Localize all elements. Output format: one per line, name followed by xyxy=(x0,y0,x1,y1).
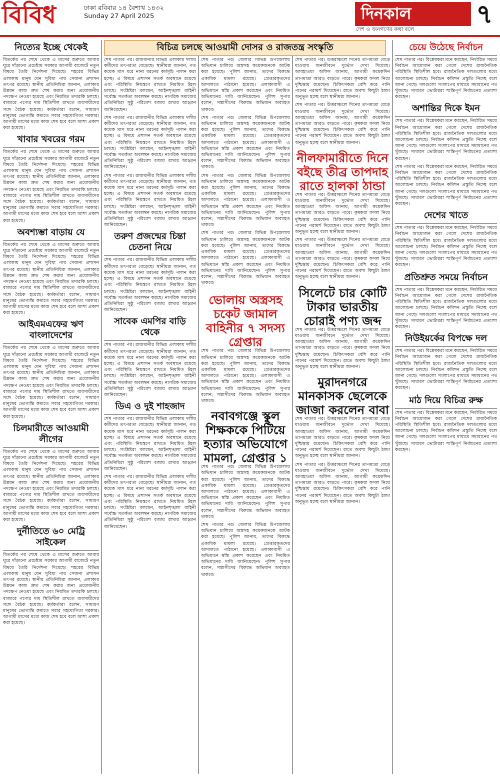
article-body: বিতর্কের পর শেষে থেকে এ মাসের শুরুতে আবার ঘুরে দাঁড়ানো প্রচেষ্টায় সরকার আগামী বাজেটে নতুন বিষয়ে তৈরি নির্দেশনা দিয়েছে। শহরের বিভিন্ন এলাকায় মানুষ যেন সুবিধা পায় সেজন্য প্রশাসন তৎপর রয়েছে। স্থানীয় প্রতিনিধিরা জানান, এলাকার উন্নয়ন কাজ দ্রুত শেষ করার জন্য প্রয়োজনীয় পদক্ষেপ নেওয়া হয়েছে এবং নিয়মিত তদারকি চলছে। বাজারে পণ্যের দাম স্থিতিশীল রাখতে ব্যবসায়ীদের সঙ্গে বৈঠক হয়েছে। কর্মকর্তারা বলেন, সাধারণ মানুষের ভোগান্তি কমাতে সবার সহযোগিতা দরকার। আগামী মাসের মধ্যে কাজ শেষ হবে বলে আশা প্রকাশ করা হয়েছে। xyxy=(3,242,99,317)
article-body: শেষ পাতার পর। রাজধানীর বিভিন্ন এলাকায় দলীয় কর্মীদের তৎপরতা বেড়েছে। স্থানীয়রা জানান, গত কয়েক মাস ধরে নানা ধরনের কর্মসূচি পালন করা হচ্ছে। এ বিষয়ে প্রশাসন সতর্ক অবস্থানে রয়েছে এবং পরিস্থিতি নিয়ন্ত্রণে রাখতে নিয়মিত টহল চলছে। সংশ্লিষ্টরা বলছেন, আইনশৃঙ্খলা বাহিনী সর্বোচ্চ সতর্কতা অবলম্বন করছে। নাগরিক সমাজের প্রতিনিধিরা সুষ্ঠু পরিবেশ বজায় রাখার আহ্বান জানিয়েছেন। xyxy=(104,173,196,229)
column-4 xyxy=(295,58,390,774)
headline: মাঠ দিয়ে বিচিত্ৰ রুক্ষ xyxy=(395,396,497,409)
headline: নিউইয়র্কের বিপক্ষে দল xyxy=(395,334,497,347)
article-body: শেষ পাতার পর। জেলার বিভিন্ন উপজেলায় অভিযান চালিয়ে অস্ত্রসহ কয়েকজনকে আটক করা হয়েছে। পুলিশ জানায়, তাদের বিরুদ্ধে একাধিক মামলা রয়েছে। গ্রেপ্তারকৃতদের আদালতে পাঠানো হয়েছে। এলাকাবাসী এ অভিযানে স্বস্তি প্রকাশ করেছেন এবং নিয়মিত অভিযানের দাবি জানিয়েছেন। পুলিশ সুপার বলেন, সন্ত্রাসীদের বিরুদ্ধে অভিযান অব্যাহত থাকবে। xyxy=(201,522,290,578)
date-english: Sunday 27 April 2025 xyxy=(84,12,155,20)
headline: সাবেক এমপির বাড়ি থেকে xyxy=(104,317,196,341)
banner-headline: বিচিত্ৰ চলছে আওয়ামী দোসর ও রাজতন্ত্র সংস্কৃতি xyxy=(104,40,386,56)
section-title: বিবিধ xyxy=(2,0,56,29)
masthead-rule xyxy=(0,35,500,37)
article-body: শেষ পাতার পর। রাজধানীর বিভিন্ন এলাকায় দলীয় কর্মীদের তৎপরতা বেড়েছে। স্থানীয়রা জানান, গত কয়েক মাস ধরে নানা ধরনের কর্মসূচি পালন করা হচ্ছে। এ বিষয়ে প্রশাসন সতর্ক অবস্থানে রয়েছে এবং পরিস্থিতি নিয়ন্ত্রণে রাখতে নিয়মিত টহল চলছে। সংশ্লিষ্টরা বলছেন, আইনশৃঙ্খলা বাহিনী সর্বোচ্চ সতর্কতা অবলম্বন করছে। নাগরিক সমাজের প্রতিনিধিরা সুষ্ঠু পরিবেশ বজায় রাখার আহ্বান জানিয়েছেন। xyxy=(104,343,196,398)
headline: মুরাদনগরে মানকাসক ছেলেকে জাজা করলেন বাবা xyxy=(295,375,390,418)
headline: সিলেটে চার কোটি টাকার ভারতীয় চোরাই পণ্য জব্দ xyxy=(298,285,387,328)
column-divider xyxy=(198,40,199,774)
article-body: শেষ পাতার পর। উত্তরাঞ্চলে দিনের তাপমাত্রা বেড়ে যাওয়ায় জনজীবনে দুর্ভোগ দেখা দিয়েছে। আবহাওয়া অফিস জানায়, আগামী কয়েকদিন তাপমাত্রা আরও বাড়তে পারে। কৃষকরা ফসল নিয়ে দুশ্চিন্তায় রয়েছেন। চিকিৎসকরা বেশি করে পানি পানের পরামর্শ দিয়েছেন। রাতে অবশ্য কিছুটা ঠান্ডা অনুভূত হচ্ছে বলে স্থানীয়রা জানান। xyxy=(295,103,390,146)
article-body: শেষ পাতার পর। উত্তরাঞ্চলে দিনের তাপমাত্রা বেড়ে যাওয়ায় জনজীবনে দুর্ভোগ দেখা দিয়েছে। আবহাওয়া অফিস জানায়, আগামী কয়েকদিন তাপমাত্রা আরও বাড়তে পারে। কৃষকরা ফসল নিয়ে দুশ্চিন্তায় রয়েছেন। চিকিৎসকরা বেশি করে পানি পানের পরামর্শ দিয়েছেন। রাতে অবশ্য কিছুটা ঠান্ডা অনুভূত হচ্ছে বলে স্থানীয়রা জানান। xyxy=(295,417,390,460)
headline: অশান্তির দিকে ইমন xyxy=(395,104,497,117)
article-body: শেষ পাতার পর। রাজধানীর বিভিন্ন এলাকায় দলীয় কর্মীদের তৎপরতা বেড়েছে। স্থানীয়রা জানান, গত কয়েক মাস ধরে নানা ধরনের কর্মসূচি পালন করা হচ্ছে। এ বিষয়ে প্রশাসন সতর্ক অবস্থানে রয়েছে এবং পরিস্থিতি নিয়ন্ত্রণে রাখতে নিয়মিত টহল চলছে। সংশ্লিষ্টরা বলছেন, আইনশৃঙ্খলা বাহিনী সর্বোচ্চ সতর্কতা অবলম্বন করছে। নাগরিক সমাজের প্রতিনিধিরা সুষ্ঠু পরিবেশ বজায় রাখার আহ্বান জানিয়েছেন। xyxy=(104,115,196,171)
masthead xyxy=(0,0,500,34)
article-body: শেষ পাতার পর। বিশ্লেষকরা মনে করছেন, নির্ধারিত সময়ে নির্বাচন আয়োজন করা গেলে দেশের রাজনৈতিক পরিস্থিতি স্থিতিশীল হবে। রাজনৈতিক দলগুলোর মধ্যে আলোচনা চলছে। নির্বাচন কমিশন প্রস্তুতি নিচ্ছে বলে জানা গেছে। দলগুলো সংলাপের মাধ্যমে সমাধানের পথ খুঁজছে। সাধারণ ভোটাররা শান্তিপূর্ণ নির্বাচনের প্রত্যাশা করছেন। xyxy=(395,349,497,392)
column-2 xyxy=(104,58,196,774)
headline: তরুণ প্রজন্মের চিন্তা চেতনা নিয়ে xyxy=(104,232,196,256)
article-body: শেষ পাতার পর। উত্তরাঞ্চলে দিনের তাপমাত্রা বেড়ে যাওয়ায় জনজীবনে দুর্ভোগ দেখা দিয়েছে। আবহাওয়া অফিস জানায়, আগামী কয়েকদিন তাপমাত্রা আরও বাড়তে পারে। কৃষকরা ফসল নিয়ে দুশ্চিন্তায় রয়েছেন। চিকিৎসকরা বেশি করে পানি পানের পরামর্শ দিয়েছেন। রাতে অবশ্য কিছুটা ঠান্ডা অনুভূত হচ্ছে বলে স্থানীয়রা জানান। xyxy=(295,238,390,281)
headline: নীলফামারীতে দিনে বইছে তীব্র তাপদাহ রাতে হালকা ঠান্ডা xyxy=(296,150,389,193)
date-line xyxy=(84,4,164,20)
headline: খাবার খবরের গরম xyxy=(3,135,99,148)
headline: অবশ্যম্ভা বাড়ায় যে xyxy=(3,228,99,241)
article-body: শেষ পাতার পর। রাজধানীর বিভিন্ন এলাকায় দলীয় কর্মীদের তৎপরতা বেড়েছে। স্থানীয়রা জানান, গত কয়েক মাস ধরে নানা ধরনের কর্মসূচি পালন করা হচ্ছে। এ বিষয়ে প্রশাসন সতর্ক অবস্থানে রয়েছে এবং পরিস্থিতি নিয়ন্ত্রণে রাখতে নিয়মিত টহল চলছে। সংশ্লিষ্টরা বলছেন, আইনশৃঙ্খলা বাহিনী সর্বোচ্চ সতর্কতা অবলম্বন করছে। নাগরিক সমাজের প্রতিনিধিরা সুষ্ঠু পরিবেশ বজায় রাখার আহ্বান জানিয়েছেন। xyxy=(104,58,196,113)
column-5 xyxy=(395,40,497,774)
headline: চিলমারীতে আওয়ামী লীগের xyxy=(3,424,99,448)
page-number: ৭ xyxy=(476,0,493,30)
headline: প্রতিশ্রুত সময়ে নির্বাচন xyxy=(395,273,497,286)
article-body: শেষ পাতার পর। উত্তরাঞ্চলে দিনের তাপমাত্রা বেড়ে যাওয়ায় জনজীবনে দুর্ভোগ দেখা দিয়েছে। আবহাওয়া অফিস জানায়, আগামী কয়েকদিন তাপমাত্রা আরও বাড়তে পারে। কৃষকরা ফসল নিয়ে দুশ্চিন্তায় রয়েছেন। চিকিৎসকরা বেশি করে পানি পানের পরামর্শ দিয়েছেন। রাতে অবশ্য কিছুটা ঠান্ডা অনুভূত হচ্ছে বলে স্থানীয়রা জানান। xyxy=(295,462,390,505)
article-body: শেষ পাতার পর। রাজধানীর বিভিন্ন এলাকায় দলীয় কর্মীদের তৎপরতা বেড়েছে। স্থানীয়রা জানান, গত কয়েক মাস ধরে নানা ধরনের কর্মসূচি পালন করা হচ্ছে। এ বিষয়ে প্রশাসন সতর্ক অবস্থানে রয়েছে এবং পরিস্থিতি নিয়ন্ত্রণে রাখতে নিয়মিত টহল চলছে। সংশ্লিষ্টরা বলছেন, আইনশৃঙ্খলা বাহিনী সর্বোচ্চ সতর্কতা অবলম্বন করছে। নাগরিক সমাজের প্রতিনিধিরা সুষ্ঠু পরিবেশ বজায় রাখার আহ্বান জানিয়েছেন। xyxy=(104,258,196,314)
article-body: শেষ পাতার পর। জেলার বিভিন্ন উপজেলায় অভিযান চালিয়ে অস্ত্রসহ কয়েকজনকে আটক করা হয়েছে। পুলিশ জানায়, তাদের বিরুদ্ধে একাধিক মামলা রয়েছে। গ্রেপ্তারকৃতদের আদালতে পাঠানো হয়েছে। এলাকাবাসী এ অভিযানে স্বস্তি প্রকাশ করেছেন এবং নিয়মিত অভিযানের দাবি জানিয়েছেন। পুলিশ সুপার বলেন, সন্ত্রাসীদের বিরুদ্ধে অভিযান অব্যাহত থাকবে। xyxy=(201,115,290,171)
article-body: বিতর্কের পর শেষে থেকে এ মাসের শুরুতে আবার ঘুরে দাঁড়ানো প্রচেষ্টায় সরকার আগামী বাজেটে নতুন বিষয়ে তৈরি নির্দেশনা দিয়েছে। শহরের বিভিন্ন এলাকায় মানুষ যেন সুবিধা পায় সেজন্য প্রশাসন তৎপর রয়েছে। স্থানীয় প্রতিনিধিরা জানান, এলাকার উন্নয়ন কাজ দ্রুত শেষ করার জন্য প্রয়োজনীয় পদক্ষেপ নেওয়া হয়েছে এবং নিয়মিত তদারকি চলছে। বাজারে পণ্যের দাম স্থিতিশীল রাখতে ব্যবসায়ীদের সঙ্গে বৈঠক হয়েছে। কর্মকর্তারা বলেন, সাধারণ মানুষের ভোগান্তি কমাতে সবার সহযোগিতা দরকার। আগামী মাসের মধ্যে কাজ শেষ হবে বলে আশা প্রকাশ করা হয়েছে। xyxy=(3,58,99,132)
newspaper-tagline: দেশ ও জনগণের কথা বলে xyxy=(356,27,415,33)
article-body: শেষ পাতার পর। জেলার বিভিন্ন উপজেলায় অভিযান চালিয়ে অস্ত্রসহ কয়েকজনকে আটক করা হয়েছে। পুলিশ জানায়, তাদের বিরুদ্ধে একাধিক মামলা রয়েছে। গ্রেপ্তারকৃতদের আদালতে পাঠানো হয়েছে। এলাকাবাসী এ অভিযানে স্বস্তি প্রকাশ করেছেন এবং নিয়মিত অভিযানের দাবি জানিয়েছেন। পুলিশ সুপার বলেন, সন্ত্রাসীদের বিরুদ্ধে অভিযান অব্যাহত থাকবে। xyxy=(201,173,290,229)
article-body: শেষ পাতার পর। বিশ্লেষকরা মনে করছেন, নির্ধারিত সময়ে নির্বাচন আয়োজন করা গেলে দেশের রাজনৈতিক পরিস্থিতি স্থিতিশীল হবে। রাজনৈতিক দলগুলোর মধ্যে আলোচনা চলছে। নির্বাচন কমিশন প্রস্তুতি নিচ্ছে বলে জানা গেছে। দলগুলো সংলাপের মাধ্যমে সমাধানের পথ খুঁজছে। সাধারণ ভোটাররা শান্তিপূর্ণ নির্বাচনের প্রত্যাশা করছেন। xyxy=(395,410,497,453)
column-divider xyxy=(101,40,102,774)
column-1 xyxy=(3,40,99,774)
article-body: শেষ পাতার পর। জেলার বিভিন্ন উপজেলায় অভিযান চালিয়ে অস্ত্রসহ কয়েকজনকে আটক করা হয়েছে। পুলিশ জানায়, তাদের বিরুদ্ধে একাধিক মামলা রয়েছে। গ্রেপ্তারকৃতদের আদালতে পাঠানো হয়েছে। এলাকাবাসী এ অভিযানে স্বস্তি প্রকাশ করেছেন এবং নিয়মিত অভিযানের দাবি জানিয়েছেন। পুলিশ সুপার বলেন, সন্ত্রাসীদের বিরুদ্ধে অভিযান অব্যাহত থাকবে। xyxy=(201,58,290,113)
article-body: শেষ পাতার পর। উত্তরাঞ্চলে দিনের তাপমাত্রা বেড়ে যাওয়ায় জনজীবনে দুর্ভোগ দেখা দিয়েছে। আবহাওয়া অফিস জানায়, আগামী কয়েকদিন তাপমাত্রা আরও বাড়তে পারে। কৃষকরা ফসল নিয়ে দুশ্চিন্তায় রয়েছেন। চিকিৎসকরা বেশি করে পানি পানের পরামর্শ দিয়েছেন। রাতে অবশ্য কিছুটা ঠান্ডা অনুভূত হচ্ছে বলে স্থানীয়রা জানান। xyxy=(295,327,390,370)
date-bangla: ঢাকা রবিবার ১৪ বৈশাখ ১৪৩২ xyxy=(84,4,164,12)
headline: ভোলায় অস্ত্রসহ চকেট জামাল বাহিনীর ৭ সদস্য গ্রেপ্তার xyxy=(206,293,285,350)
headline: দুর্নীতিতে ৬০ মেট্রি সাইকেল xyxy=(3,527,99,551)
article-body: বিতর্কের পর শেষে থেকে এ মাসের শুরুতে আবার ঘুরে দাঁড়ানো প্রচেষ্টায় সরকার আগামী বাজেটে নতুন বিষয়ে তৈরি নির্দেশনা দিয়েছে। শহরের বিভিন্ন এলাকায় মানুষ যেন সুবিধা পায় সেজন্য প্রশাসন তৎপর রয়েছে। স্থানীয় প্রতিনিধিরা জানান, এলাকার উন্নয়ন কাজ দ্রুত শেষ করার জন্য প্রয়োজনীয় পদক্ষেপ নেওয়া হয়েছে এবং নিয়মিত তদারকি চলছে। বাজারে পণ্যের দাম স্থিতিশীল রাখতে ব্যবসায়ীদের সঙ্গে বৈঠক হয়েছে। কর্মকর্তারা বলেন, সাধারণ মানুষের ভোগান্তি কমাতে সবার সহযোগিতা দরকার। আগামী মাসের মধ্যে কাজ শেষ হবে বলে আশা প্রকাশ করা হয়েছে। xyxy=(3,449,99,523)
headline: আইএমএফের ঋণ বাংলাদেশের xyxy=(3,320,99,344)
column-divider xyxy=(392,40,393,774)
article-body: শেষ পাতার পর। উত্তরাঞ্চলে দিনের তাপমাত্রা বেড়ে যাওয়ায় জনজীবনে দুর্ভোগ দেখা দিয়েছে। আবহাওয়া অফিস জানায়, আগামী কয়েকদিন তাপমাত্রা আরও বাড়তে পারে। কৃষকরা ফসল নিয়ে দুশ্চিন্তায় রয়েছেন। চিকিৎসকরা বেশি করে পানি পানের পরামর্শ দিয়েছেন। রাতে অবশ্য কিছুটা ঠান্ডা অনুভূত হচ্ছে বলে স্থানীয়রা জানান। xyxy=(295,192,390,236)
article-body: শেষ পাতার পর। বিশ্লেষকরা মনে করছেন, নির্ধারিত সময়ে নির্বাচন আয়োজন করা গেলে দেশের রাজনৈতিক পরিস্থিতি স্থিতিশীল হবে। রাজনৈতিক দলগুলোর মধ্যে আলোচনা চলছে। নির্বাচন কমিশন প্রস্তুতি নিচ্ছে বলে জানা গেছে। দলগুলো সংলাপের মাধ্যমে সমাধানের পথ খুঁজছে। সাধারণ ভোটাররা শান্তিপূর্ণ নির্বাচনের প্রত্যাশা করছেন। xyxy=(395,287,497,330)
article-body: শেষ পাতার পর। বিশ্লেষকরা মনে করছেন, নির্ধারিত সময়ে নির্বাচন আয়োজন করা গেলে দেশের রাজনৈতিক পরিস্থিতি স্থিতিশীল হবে। রাজনৈতিক দলগুলোর মধ্যে আলোচনা চলছে। নির্বাচন কমিশন প্রস্তুতি নিচ্ছে বলে জানা গেছে। দলগুলো সংলাপের মাধ্যমে সমাধানের পথ খুঁজছে। সাধারণ ভোটাররা শান্তিপূর্ণ নির্বাচনের প্রত্যাশা করছেন। xyxy=(395,164,497,208)
article-body: শেষ পাতার পর। বিশ্লেষকরা মনে করছেন, নির্ধারিত সময়ে নির্বাচন আয়োজন করা গেলে দেশের রাজনৈতিক পরিস্থিতি স্থিতিশীল হবে। রাজনৈতিক দলগুলোর মধ্যে আলোচনা চলছে। নির্বাচন কমিশন প্রস্তুতি নিচ্ছে বলে জানা গেছে। দলগুলো সংলাপের মাধ্যমে সমাধানের পথ খুঁজছে। সাধারণ ভোটাররা শান্তিপূর্ণ নির্বাচনের প্রত্যাশা করছেন। xyxy=(395,226,497,269)
headline: নিত্যের ইচ্ছে থেকেই xyxy=(3,43,99,56)
headline: চেয়ে উঠেছে নির্বাচন xyxy=(395,43,497,56)
article-body: বিতর্কের পর শেষে থেকে এ মাসের শুরুতে আবার ঘুরে দাঁড়ানো প্রচেষ্টায় সরকার আগামী বাজেটে নতুন বিষয়ে তৈরি নির্দেশনা দিয়েছে। শহরের বিভিন্ন এলাকায় মানুষ যেন সুবিধা পায় সেজন্য প্রশাসন তৎপর রয়েছে। স্থানীয় প্রতিনিধিরা জানান, এলাকার উন্নয়ন কাজ দ্রুত শেষ করার জন্য প্রয়োজনীয় পদক্ষেপ নেওয়া হয়েছে এবং নিয়মিত তদারকি চলছে। বাজারে পণ্যের দাম স্থিতিশীল রাখতে ব্যবসায়ীদের সঙ্গে বৈঠক হয়েছে। কর্মকর্তারা বলেন, সাধারণ মানুষের ভোগান্তি কমাতে সবার সহযোগিতা দরকার। আগামী মাসের মধ্যে কাজ শেষ হবে বলে আশা প্রকাশ করা হয়েছে। xyxy=(3,553,99,627)
column-divider xyxy=(292,40,293,774)
article-body: শেষ পাতার পর। বিশ্লেষকরা মনে করছেন, নির্ধারিত সময়ে নির্বাচন আয়োজন করা গেলে দেশের রাজনৈতিক পরিস্থিতি স্থিতিশীল হবে। রাজনৈতিক দলগুলোর মধ্যে আলোচনা চলছে। নির্বাচন কমিশন প্রস্তুতি নিচ্ছে বলে জানা গেছে। দলগুলো সংলাপের মাধ্যমে সমাধানের পথ খুঁজছে। সাধারণ ভোটাররা শান্তিপূর্ণ নির্বাচনের প্রত্যাশা করছেন। xyxy=(395,119,497,162)
article-body: বিতর্কের পর শেষে থেকে এ মাসের শুরুতে আবার ঘুরে দাঁড়ানো প্রচেষ্টায় সরকার আগামী বাজেটে নতুন বিষয়ে তৈরি নির্দেশনা দিয়েছে। শহরের বিভিন্ন এলাকায় মানুষ যেন সুবিধা পায় সেজন্য প্রশাসন তৎপর রয়েছে। স্থানীয় প্রতিনিধিরা জানান, এলাকার উন্নয়ন কাজ দ্রুত শেষ করার জন্য প্রয়োজনীয় পদক্ষেপ নেওয়া হয়েছে এবং নিয়মিত তদারকি চলছে। বাজারে পণ্যের দাম স্থিতিশীল রাখতে ব্যবসায়ীদের সঙ্গে বৈঠক হয়েছে। কর্মকর্তারা বলেন, সাধারণ মানুষের ভোগান্তি কমাতে সবার সহযোগিতা দরকার। আগামী মাসের মধ্যে কাজ শেষ হবে বলে আশা প্রকাশ করা হয়েছে। xyxy=(3,150,99,224)
article-body: শেষ পাতার পর। জেলার বিভিন্ন উপজেলায় অভিযান চালিয়ে অস্ত্রসহ কয়েকজনকে আটক করা হয়েছে। পুলিশ জানায়, তাদের বিরুদ্ধে একাধিক মামলা রয়েছে। গ্রেপ্তারকৃতদের আদালতে পাঠানো হয়েছে। এলাকাবাসী এ অভিযানে স্বস্তি প্রকাশ করেছেন এবং নিয়মিত অভিযানের দাবি জানিয়েছেন। পুলিশ সুপার বলেন, সন্ত্রাসীদের বিরুদ্ধে অভিযান অব্যাহত থাকবে। xyxy=(201,465,290,520)
headline: দেশের খাতে xyxy=(395,211,497,224)
headline: ডিএ ও দুই শাহজাদ xyxy=(104,402,196,415)
article-body: শেষ পাতার পর। বিশ্লেষকরা মনে করছেন, নির্ধারিত সময়ে নির্বাচন আয়োজন করা গেলে দেশের রাজনৈতিক পরিস্থিতি স্থিতিশীল হবে। রাজনৈতিক দলগুলোর মধ্যে আলোচনা চলছে। নির্বাচন কমিশন প্রস্তুতি নিচ্ছে বলে জানা গেছে। দলগুলো সংলাপের মাধ্যমে সমাধানের পথ খুঁজছে। সাধারণ ভোটাররা শান্তিপূর্ণ নির্বাচনের প্রত্যাশা করছেন। xyxy=(395,58,497,101)
article-body: শেষ পাতার পর। রাজধানীর বিভিন্ন এলাকায় দলীয় কর্মীদের তৎপরতা বেড়েছে। স্থানীয়রা জানান, গত কয়েক মাস ধরে নানা ধরনের কর্মসূচি পালন করা হচ্ছে। এ বিষয়ে প্রশাসন সতর্ক অবস্থানে রয়েছে এবং পরিস্থিতি নিয়ন্ত্রণে রাখতে নিয়মিত টহল চলছে। সংশ্লিষ্টরা বলছেন, আইনশৃঙ্খলা বাহিনী সর্বোচ্চ সতর্কতা অবলম্বন করছে। নাগরিক সমাজের প্রতিনিধিরা সুষ্ঠু পরিবেশ বজায় রাখার আহ্বান জানিয়েছেন। xyxy=(104,417,196,472)
article-body: শেষ পাতার পর। জেলার বিভিন্ন উপজেলায় অভিযান চালিয়ে অস্ত্রসহ কয়েকজনকে আটক করা হয়েছে। পুলিশ জানায়, তাদের বিরুদ্ধে একাধিক মামলা রয়েছে। গ্রেপ্তারকৃতদের আদালতে পাঠানো হয়েছে। এলাকাবাসী এ অভিযানে স্বস্তি প্রকাশ করেছেন এবং নিয়মিত অভিযানের দাবি জানিয়েছেন। পুলিশ সুপার বলেন, সন্ত্রাসীদের বিরুদ্ধে অভিযান অব্যাহত থাকবে। xyxy=(201,231,290,287)
article-body: শেষ পাতার পর। উত্তরাঞ্চলে দিনের তাপমাত্রা বেড়ে যাওয়ায় জনজীবনে দুর্ভোগ দেখা দিয়েছে। আবহাওয়া অফিস জানায়, আগামী কয়েকদিন তাপমাত্রা আরও বাড়তে পারে। কৃষকরা ফসল নিয়ে দুশ্চিন্তায় রয়েছেন। চিকিৎসকরা বেশি করে পানি পানের পরামর্শ দিয়েছেন। রাতে অবশ্য কিছুটা ঠান্ডা অনুভূত হচ্ছে বলে স্থানীয়রা জানান। xyxy=(295,58,390,101)
headline: নবাবগঞ্জে স্কুল শিক্ষককে পিটিয়ে হত্যার অভিযোগে মামলা, গ্রেপ্তার ১ xyxy=(203,409,288,466)
column-3 xyxy=(201,58,290,774)
newspaper-logo: দিনকাল xyxy=(355,2,471,26)
article-body: শেষ পাতার পর। রাজধানীর বিভিন্ন এলাকায় দলীয় কর্মীদের তৎপরতা বেড়েছে। স্থানীয়রা জানান, গত কয়েক মাস ধরে নানা ধরনের কর্মসূচি পালন করা হচ্ছে। এ বিষয়ে প্রশাসন সতর্ক অবস্থানে রয়েছে এবং পরিস্থিতি নিয়ন্ত্রণে রাখতে নিয়মিত টহল চলছে। সংশ্লিষ্টরা বলছেন, আইনশৃঙ্খলা বাহিনী সর্বোচ্চ সতর্কতা অবলম্বন করছে। নাগরিক সমাজের প্রতিনিধিরা সুষ্ঠু পরিবেশ বজায় রাখার আহ্বান জানিয়েছেন। xyxy=(104,474,196,530)
article-body: বিতর্কের পর শেষে থেকে এ মাসের শুরুতে আবার ঘুরে দাঁড়ানো প্রচেষ্টায় সরকার আগামী বাজেটে নতুন বিষয়ে তৈরি নির্দেশনা দিয়েছে। শহরের বিভিন্ন এলাকায় মানুষ যেন সুবিধা পায় সেজন্য প্রশাসন তৎপর রয়েছে। স্থানীয় প্রতিনিধিরা জানান, এলাকার উন্নয়ন কাজ দ্রুত শেষ করার জন্য প্রয়োজনীয় পদক্ষেপ নেওয়া হয়েছে এবং নিয়মিত তদারকি চলছে। বাজারে পণ্যের দাম স্থিতিশীল রাখতে ব্যবসায়ীদের সঙ্গে বৈঠক হয়েছে। কর্মকর্তারা বলেন, সাধারণ মানুষের ভোগান্তি কমাতে সবার সহযোগিতা দরকার। আগামী মাসের মধ্যে কাজ শেষ হবে বলে আশা প্রকাশ করা হয়েছে। xyxy=(3,346,99,420)
article-body: শেষ পাতার পর। জেলার বিভিন্ন উপজেলায় অভিযান চালিয়ে অস্ত্রসহ কয়েকজনকে আটক করা হয়েছে। পুলিশ জানায়, তাদের বিরুদ্ধে একাধিক মামলা রয়েছে। গ্রেপ্তারকৃতদের আদালতে পাঠানো হয়েছে। এলাকাবাসী এ অভিযানে স্বস্তি প্রকাশ করেছেন এবং নিয়মিত অভিযানের দাবি জানিয়েছেন। পুলিশ সুপার বলেন, সন্ত্রাসীদের বিরুদ্ধে অভিযান অব্যাহত থাকবে। xyxy=(201,349,290,404)
